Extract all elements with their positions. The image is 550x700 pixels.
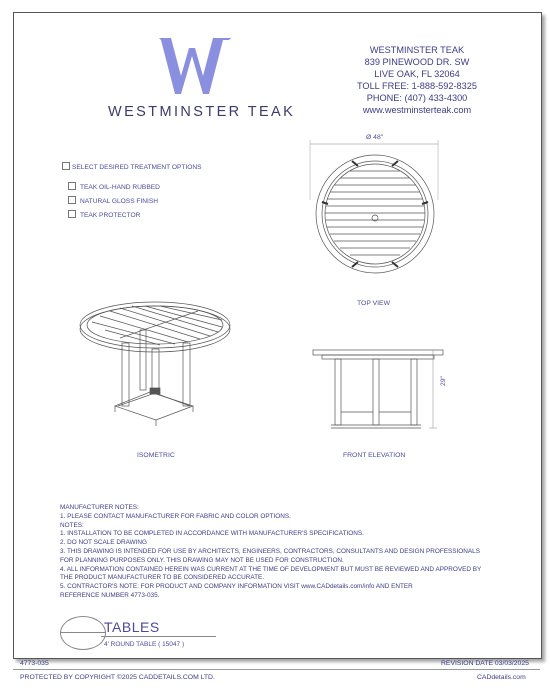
- top-view-drawing: [310, 140, 438, 273]
- notes-heading: NOTES:: [60, 521, 84, 529]
- footer-copyright: PROTECTED BY COPYRIGHT ©2025 CADDETAILS.COM LTD.: [20, 674, 215, 681]
- footer-site-link[interactable]: CADdetails.com: [477, 674, 526, 681]
- note-4b: THE PRODUCT MANUFACTURER TO BE CONSIDERED ACCURATE.: [60, 574, 265, 582]
- title-rule: [101, 636, 216, 637]
- option-teak-protector[interactable]: TEAK PROTECTOR: [68, 210, 140, 219]
- contact-address1: 839 PINEWOOD DR. SW: [364, 57, 470, 67]
- title-block-subtitle: 4' ROUND TABLE ( 15047 ): [104, 641, 185, 648]
- note-2: 2. DO NOT SCALE DRAWING: [60, 539, 147, 547]
- notes-block: [60, 504, 481, 601]
- footer-revision: REVISION DATE 03/03/2025: [441, 660, 529, 667]
- contact-phone: PHONE: (407) 433-4300: [366, 93, 468, 103]
- brand-name: WESTMINSTER TEAK: [108, 104, 296, 120]
- treatment-options-title: SELECT DESIRED TREATMENT OPTIONS: [62, 162, 202, 171]
- note-1: 1. INSTALLATION TO BE COMPLETED IN ACCORDANCE WITH MANUFACTURER'S SPECIFICATIONS.: [60, 530, 364, 538]
- isometric-label: ISOMETRIC: [137, 452, 175, 459]
- note-5a: 5. CONTRACTOR'S NOTE: FOR PRODUCT AND COMPANY INFORMATION VISIT www.CADdetails.com/info AND ENTER: [60, 583, 413, 591]
- contact-company: WESTMINSTER TEAK: [369, 45, 465, 55]
- top-view-label: TOP VIEW: [357, 300, 390, 307]
- title-symbol-divider: [60, 632, 106, 633]
- note-5b: REFERENCE NUMBER 4773-035.: [60, 591, 160, 599]
- footer-ref: 4773-035: [20, 660, 49, 667]
- title-symbol: [60, 616, 106, 650]
- manufacturer-note-1: 1. PLEASE CONTACT MANUFACTURER FOR FABRIC AND COLOR OPTIONS.: [60, 512, 291, 520]
- manufacturer-notes-heading: MANUFACTURER NOTES:: [60, 504, 139, 511]
- isometric-drawing: [80, 302, 230, 426]
- footer-divider: [13, 669, 540, 670]
- note-3b: FOR PLANNING PURPOSES ONLY. THIS DRAWING MAY NOT BE USED FOR CONSTRUCTION.: [60, 556, 344, 564]
- note-4a: 4. ALL INFORMATION CONTAINED HEREIN WAS CURRENT AT THE TIME OF DEVELOPMENT BUT MUST BE REVIEWED AND APPROVED BY: [60, 565, 482, 573]
- title-block-title: TABLES: [104, 619, 160, 635]
- option-teak-oil[interactable]: TEAK OIL-HAND RUBBED: [68, 182, 160, 191]
- option-natural-gloss[interactable]: NATURAL GLOSS FINISH: [68, 196, 158, 205]
- contact-toll-free: TOLL FREE: 1-888-592-8325: [356, 81, 477, 91]
- top-dimension-label: Ø 48": [366, 134, 384, 141]
- note-3a: 3. THIS DRAWING IS INTENDED FOR USE BY ARCHITECTS, ENGINEERS, CONTRACTORS, CONSULTANTS AND DESIGN PROFESSIONALS: [60, 547, 480, 555]
- height-dimension-label: 29": [440, 376, 447, 386]
- front-elevation-drawing: [313, 350, 443, 428]
- contact-address2: LIVE OAK, FL 32064: [374, 69, 460, 79]
- contact-website[interactable]: www.westminsterteak.com: [362, 105, 472, 115]
- front-elevation-label: FRONT ELEVATION: [343, 452, 406, 459]
